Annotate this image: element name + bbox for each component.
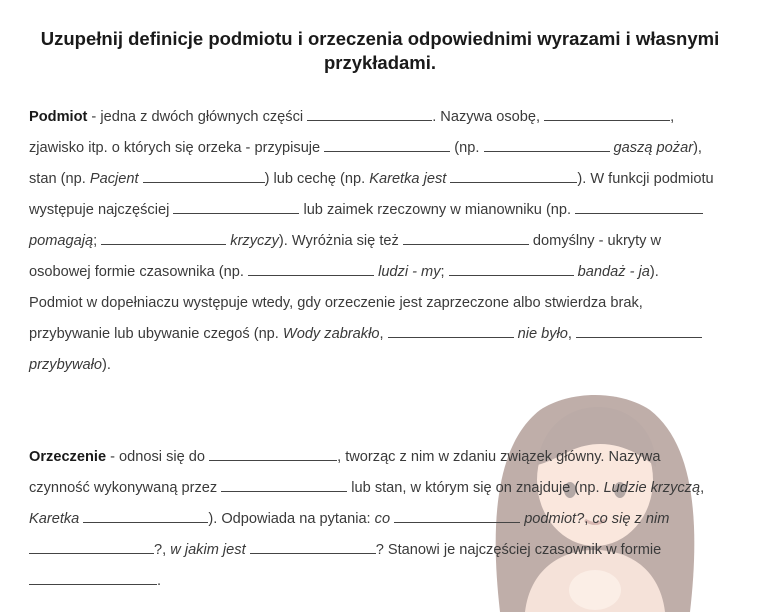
blank-field[interactable] — [484, 138, 610, 152]
blank-field[interactable] — [29, 540, 154, 554]
orzeczenie-term: Orzeczenie — [29, 449, 107, 465]
blank-field[interactable] — [143, 169, 265, 183]
blank-field[interactable] — [388, 324, 514, 338]
podmiot-line-4: występuje najczęściej lub zaimek rzeczowny w mianowniku (np. — [29, 200, 703, 220]
orzeczenie-line-5: . — [29, 571, 161, 591]
blank-field[interactable] — [575, 200, 703, 214]
podmiot-line-2: zjawisko itp. o których się orzeka - przypisuje (np. gaszą pożar), — [29, 140, 702, 156]
blank-field[interactable] — [29, 571, 157, 585]
blank-field[interactable] — [248, 262, 374, 276]
blank-field[interactable] — [173, 200, 299, 214]
orzeczenie-line-1: Orzeczenie - odnosi się do , tworząc z nim w zdaniu związek główny. Nazywa — [29, 449, 661, 465]
blank-field[interactable] — [449, 262, 574, 276]
blank-field[interactable] — [450, 169, 577, 183]
blank-field[interactable] — [394, 509, 520, 523]
podmiot-line-7: Podmiot w dopełniaczu występuje wtedy, gdy orzeczenie jest zaprzeczone albo stwierdza brak, — [29, 295, 643, 311]
blank-field[interactable] — [324, 138, 450, 152]
podmiot-line-3: stan (np. Pacjent ) lub cechę (np. Karetka jest ). W funkcji podmiotu — [29, 171, 714, 187]
podmiot-line-6: osobowej formie czasownika (np. ludzi - my; bandaż - ja). — [29, 264, 659, 280]
orzeczenie-line-4: ?, w jakim jest ? Stanowi je najczęściej czasownik w formie — [29, 540, 661, 560]
blank-field[interactable] — [576, 324, 702, 338]
orzeczenie-line-2: czynność wykonywaną przez lub stan, w którym się on znajduje (np. Ludzie krzyczą, — [29, 480, 705, 496]
worksheet-title: Uzupełnij definicje podmiotu i orzeczenia odpowiednimi wyrazami i własnymi przykładami. — [40, 28, 720, 73]
podmiot-term: Podmiot — [29, 109, 88, 125]
podmiot-line-5: pomagają; krzyczy). Wyróżnia się też domyślny - ukryty w — [29, 233, 662, 249]
girl-illustration — [430, 385, 760, 612]
podmiot-line-8: przybywanie lub ubywanie czegoś (np. Wody zabrakło, nie było, — [29, 324, 702, 344]
blank-field[interactable] — [221, 478, 347, 492]
blank-field[interactable] — [403, 231, 529, 245]
blank-field[interactable] — [101, 231, 226, 245]
blank-field[interactable] — [83, 509, 208, 523]
podmiot-line-9: przybywało). — [29, 357, 111, 373]
blank-field[interactable] — [544, 107, 670, 121]
blank-field[interactable] — [250, 540, 376, 554]
podmiot-line-1: Podmiot - jedna z dwóch głównych części . Nazywa osobę, , — [29, 109, 675, 125]
blank-field[interactable] — [209, 447, 337, 461]
blank-field[interactable] — [307, 107, 432, 121]
orzeczenie-line-3: Karetka ). Odpowiada na pytania: co podmiot?, co się z nim — [29, 511, 670, 527]
